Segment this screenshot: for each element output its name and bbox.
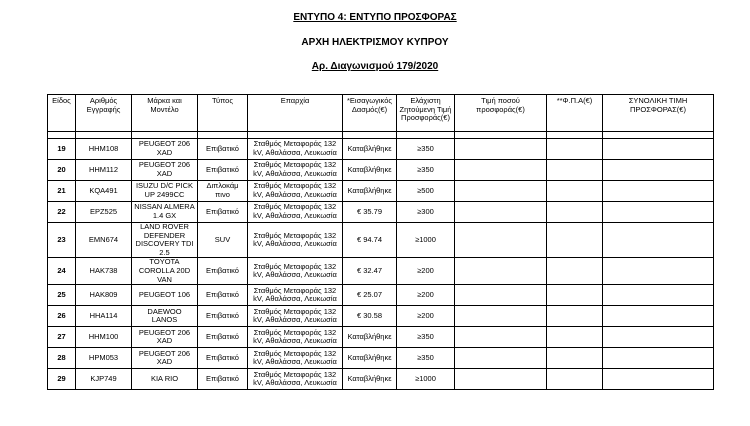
item-cell: 22 [48,202,76,223]
item-cell: 29 [48,369,76,390]
item-cell: 21 [48,181,76,202]
duty-cell: € 30.58 [343,306,397,327]
duty-cell: Καταβλήθηκε [343,348,397,369]
column-header-total: ΣΥΝΟΛΙΚΗ ΤΙΜΗ ΠΡΟΣΦΟΡΑΣ(€) [603,95,714,132]
offer-amount-cell[interactable] [455,348,547,369]
total-cell[interactable] [603,306,714,327]
spacer-cell [547,132,603,139]
model-cell: ISUZU D/C PICK UP 2499CC [132,181,198,202]
table-body [48,139,714,390]
total-cell[interactable] [603,202,714,223]
registration-cell: HHA114 [76,306,132,327]
district-cell: Σταθμός Μεταφοράς 132 kV, Αθαλάσσα, Λευκωσία [248,285,343,306]
min-price-cell: ≥300 [397,202,455,223]
vat-cell[interactable] [547,223,603,258]
total-cell[interactable] [603,139,714,160]
column-header-model: Μάρκα και Μοντέλο [132,95,198,132]
offer-amount-cell[interactable] [455,306,547,327]
type-cell: Επιβατικό [198,139,248,160]
vat-cell[interactable] [547,258,603,285]
column-header-duty: *Εισαγωγικός Δασμός(€) [343,95,397,132]
offer-amount-cell[interactable] [455,369,547,390]
spacer-cell [132,132,198,139]
item-cell: 23 [48,223,76,258]
min-price-cell: ≥200 [397,258,455,285]
total-cell[interactable] [603,327,714,348]
district-cell: Σταθμός Μεταφοράς 132 kV, Αθαλάσσα, Λευκωσία [248,348,343,369]
spacer-cell [198,132,248,139]
item-cell: 25 [48,285,76,306]
offer-amount-cell[interactable] [455,258,547,285]
table-row [48,202,714,223]
duty-cell: Καταβλήθηκε [343,369,397,390]
type-cell: Επιβατικό [198,202,248,223]
table-subheader-spacer [48,132,714,139]
vat-cell[interactable] [547,139,603,160]
spacer-cell [343,132,397,139]
spacer-cell [248,132,343,139]
duty-cell: Καταβλήθηκε [343,160,397,181]
min-price-cell: ≥200 [397,285,455,306]
min-price-cell: ≥200 [397,306,455,327]
model-cell: KIA RIO [132,369,198,390]
duty-cell: Καταβλήθηκε [343,139,397,160]
table-row [48,223,714,258]
table-row [48,258,714,285]
district-cell: Σταθμός Μεταφοράς 132 kV, Αθαλάσσα, Λευκωσία [248,160,343,181]
item-cell: 27 [48,327,76,348]
offer-amount-cell[interactable] [455,202,547,223]
registration-cell: EMN674 [76,223,132,258]
table-row [48,327,714,348]
model-cell: PEUGEOT 206 XAD [132,160,198,181]
table-row [48,181,714,202]
type-cell: Επιβατικό [198,285,248,306]
item-cell: 24 [48,258,76,285]
registration-cell: KJP749 [76,369,132,390]
type-cell: Επιβατικό [198,258,248,285]
offer-amount-cell[interactable] [455,160,547,181]
district-cell: Σταθμός Μεταφοράς 132 kV, Αθαλάσσα, Λευκωσία [248,306,343,327]
spacer-cell [603,132,714,139]
registration-cell: EPZ525 [76,202,132,223]
model-cell: PEUGEOT 206 XAD [132,327,198,348]
district-cell: Σταθμός Μεταφοράς 132 kV, Αθαλάσσα, Λευκωσία [248,327,343,348]
model-cell: NISSAN ALMERA 1.4 GX [132,202,198,223]
offer-amount-cell[interactable] [455,285,547,306]
vat-cell[interactable] [547,160,603,181]
table-header-row [48,95,714,132]
model-cell: PEUGEOT 106 [132,285,198,306]
district-cell: Σταθμός Μεταφοράς 132 kV, Αθαλάσσα, Λευκωσία [248,369,343,390]
type-cell: Επιβατικό [198,348,248,369]
offer-amount-cell[interactable] [455,327,547,348]
table-row [48,306,714,327]
registration-cell: HHM108 [76,139,132,160]
min-price-cell: ≥350 [397,139,455,160]
item-cell: 19 [48,139,76,160]
type-cell: Επιβατικό [198,160,248,181]
column-header-vat: **Φ.Π.Α(€) [547,95,603,132]
registration-cell: HHM100 [76,327,132,348]
type-cell: SUV [198,223,248,258]
duty-cell: € 94.74 [343,223,397,258]
total-cell[interactable] [603,223,714,258]
organization-name: ΑΡΧΗ ΗΛΕΚΤΡΙΣΜΟΥ ΚΥΠΡΟΥ [301,37,449,48]
total-cell[interactable] [603,160,714,181]
vat-cell[interactable] [547,306,603,327]
spacer-cell [455,132,547,139]
district-cell: Σταθμός Μεταφοράς 132 kV, Αθαλάσσα, Λευκωσία [248,181,343,202]
tender-number: Αρ. Διαγωνισμού 179/2020 [311,61,439,72]
district-cell: Σταθμός Μεταφοράς 132 kV, Αθαλάσσα, Λευκωσία [248,258,343,285]
min-price-cell: ≥350 [397,160,455,181]
table-row [48,369,714,390]
offer-amount-cell[interactable] [455,181,547,202]
offer-table [47,94,714,390]
type-cell: Επιβατικό [198,306,248,327]
vat-cell[interactable] [547,181,603,202]
table-row [48,139,714,160]
min-price-cell: ≥350 [397,327,455,348]
vat-cell[interactable] [547,369,603,390]
table-row [48,348,714,369]
duty-cell: € 35.79 [343,202,397,223]
vat-cell[interactable] [547,348,603,369]
min-price-cell: ≥1000 [397,369,455,390]
total-cell[interactable] [603,348,714,369]
type-cell: Επιβατικό [198,369,248,390]
duty-cell: € 32.47 [343,258,397,285]
table-row [48,160,714,181]
spacer-cell [397,132,455,139]
column-header-min-price: Ελάχιστη Ζητούμενη Τιμή Προσφοράς(€) [397,95,455,132]
offer-amount-cell[interactable] [455,223,547,258]
registration-cell: HPM053 [76,348,132,369]
model-cell: DAEWOO LANOS [132,306,198,327]
spacer-cell [48,132,76,139]
total-cell[interactable] [603,285,714,306]
min-price-cell: ≥350 [397,348,455,369]
duty-cell: Καταβλήθηκε [343,181,397,202]
vat-cell[interactable] [547,202,603,223]
registration-cell: KQA491 [76,181,132,202]
registration-cell: HHM112 [76,160,132,181]
type-cell: Επιβατικό [198,327,248,348]
district-cell: Σταθμός Μεταφοράς 132 kV, Αθαλάσσα, Λευκωσία [248,139,343,160]
min-price-cell: ≥500 [397,181,455,202]
total-cell[interactable] [603,181,714,202]
district-cell: Σταθμός Μεταφοράς 132 kV, Αθαλάσσα, Λευκωσία [248,202,343,223]
column-header-district: Επαρχία [248,95,343,132]
min-price-cell: ≥1000 [397,223,455,258]
duty-cell: € 25.07 [343,285,397,306]
type-cell: Διπλοκάμ πινο [198,181,248,202]
model-cell: LAND ROVER DEFENDER DISCOVERY TDI 2.5 [132,223,198,258]
item-cell: 26 [48,306,76,327]
total-cell[interactable] [603,369,714,390]
offer-amount-cell[interactable] [455,139,547,160]
model-cell: TOYOTA COROLLA 20D VAN [132,258,198,285]
vat-cell[interactable] [547,285,603,306]
registration-cell: HAK809 [76,285,132,306]
spacer-cell [76,132,132,139]
column-header-offer-amount: Τιμή ποσού προσφοράς(€) [455,95,547,132]
item-cell: 28 [48,348,76,369]
table-row [48,285,714,306]
column-header-item: Είδος [48,95,76,132]
model-cell: PEUGEOT 206 XAD [132,348,198,369]
duty-cell: Καταβλήθηκε [343,327,397,348]
item-cell: 20 [48,160,76,181]
vat-cell[interactable] [547,327,603,348]
registration-cell: HAK738 [76,258,132,285]
column-header-type: Τύπος [198,95,248,132]
model-cell: PEUGEOT 206 XAD [132,139,198,160]
column-header-registration: Αριθμός Εγγραφής [76,95,132,132]
form-title: ΕΝΤΥΠΟ 4: ΕΝΤΥΠΟ ΠΡΟΣΦΟΡΑΣ [293,12,457,23]
district-cell: Σταθμός Μεταφοράς 132 kV, Αθαλάσσα, Λευκωσία [248,223,343,258]
total-cell[interactable] [603,258,714,285]
